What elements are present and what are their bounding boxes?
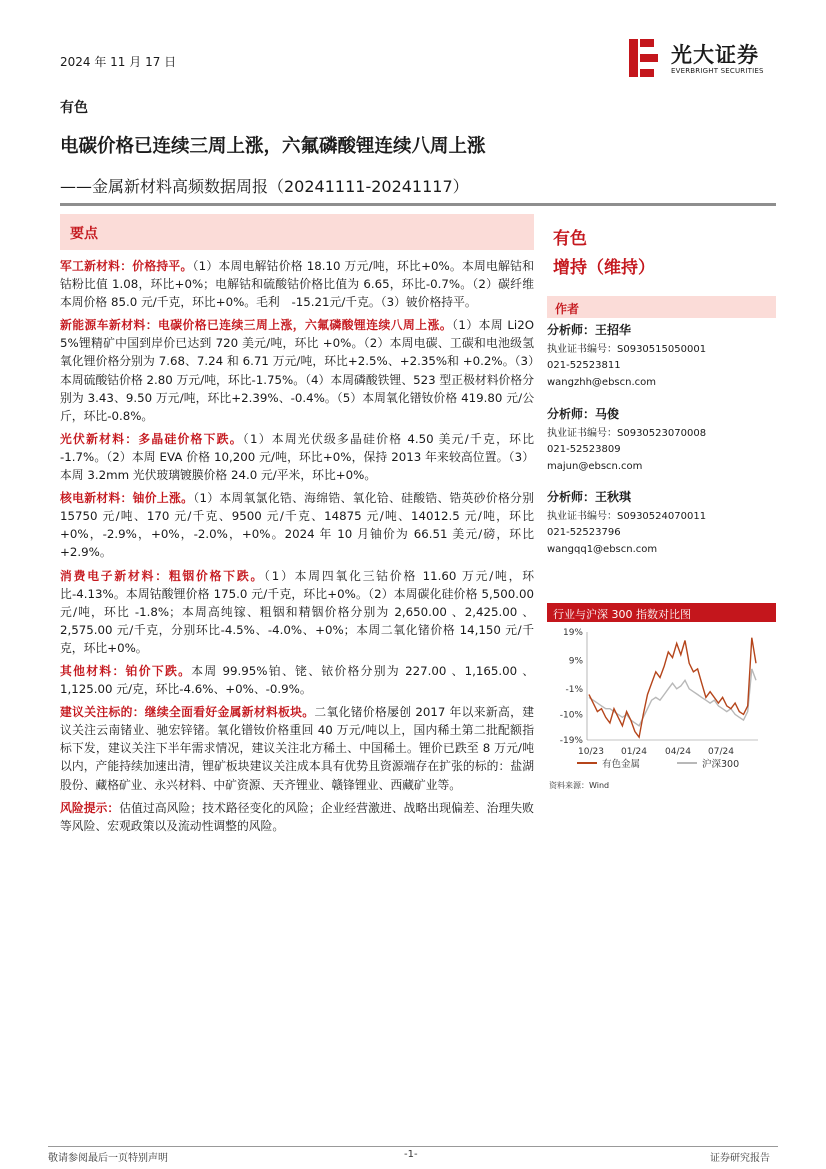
legend-label: 有色金属 xyxy=(602,759,641,770)
paragraph-text: （1）本周光伏级多晶硅价格 4.50 美元/千克，环比 -1.7%。（2）本周 EVA 价格 10,200 元/吨，环比+0%，保持 2013 年来较高位置。（3）本周 3.2mm 光伏玻璃镀膜价格 24.0 元/平米，环比+0%。 xyxy=(60,431,534,483)
logo-english-name: EVERBRIGHT SECURITIES xyxy=(671,67,764,75)
paragraph-text: （1）本周电解钴价格 18.10 万元/吨，环比+0%。本周电解钴和钴粉比值 1.08，环比+0%；电解钴和硫酸钴价格比值为 6.65，环比-0.7%。（2）碳纤维本周价格 85.0 元/千克，环比+0%。毛利 -15.21元/千克。（3）铍价格持平。 xyxy=(60,259,534,310)
paragraph-text: 二氧化锗价格屡创 2017 年以来新高，建议关注云南锗业、驰宏锌锗。氧化镨钕价格重回 40 万元/吨以上，国内稀土第二批配额指标下发，建议关注下半年需求情况，建议关注北方稀土、中国稀土。锂价已跌至 8 万元/吨以内，产能持续加速出清，锂矿板块建议关注成本具有优势且资源端存在扩张的标的：盐湖股份、藏格矿业、永兴材料、中矿资源、天齐锂业、赣锋锂业、西藏矿业等。 xyxy=(60,705,534,792)
y-tick-label: -1% xyxy=(565,684,583,695)
everbright-logo-icon xyxy=(627,37,663,79)
analyst-card xyxy=(547,322,706,391)
paragraph-heading: 建议关注标的：继续全面看好金属新材料板块。 xyxy=(60,705,315,720)
paragraph-heading: 光伏新材料：多晶硅价格下跌。 xyxy=(60,431,243,446)
paragraph-heading: 新能源车新材料：电碳价格已连续三周上涨，六氟磷酸锂连续八周上涨。 xyxy=(60,318,453,333)
paragraph-text: 估值过高风险；技术路径变化的风险；企业经营激进、战略出现偏差、治理失败等风险、宏观政策以及流动性调整的风险。 xyxy=(60,800,534,833)
paragraph-heading: 消费电子新材料：粗铟价格下跌。 xyxy=(60,568,265,583)
paragraph-recommendation xyxy=(60,703,534,793)
paragraph-heading: 军工新材料：价格持平。 xyxy=(60,259,193,273)
page-number: -1- xyxy=(404,1149,418,1160)
analyst-phone: 021-52523811 xyxy=(547,360,621,371)
report-subtitle: ——金属新材料高频数据周报（20241111-20241117） xyxy=(60,177,469,196)
industry-label: 有色 xyxy=(60,100,88,116)
footer-report-type: 证券研究报告 xyxy=(710,1153,770,1164)
key-points-label: 要点 xyxy=(70,226,98,242)
y-tick-label: 9% xyxy=(568,656,583,667)
key-points-header xyxy=(60,214,534,250)
analyst-email[interactable]: wangzhh@ebscn.com xyxy=(547,376,656,388)
chart-title-bar xyxy=(547,603,776,622)
analyst-cert: 执业证书编号：S0930523070008 xyxy=(547,427,707,439)
y-tick-label: 19% xyxy=(562,628,583,638)
paragraph-heading: 其他材料：铂价下跌。 xyxy=(60,663,192,678)
analyst-name: 分析师：王秋琪 xyxy=(547,490,632,504)
paragraph-risk xyxy=(60,799,534,835)
header-divider xyxy=(60,203,776,206)
logo-chinese-name: 光大证券 xyxy=(671,43,759,67)
paragraph-nuclear xyxy=(60,489,534,561)
series-line xyxy=(589,669,756,726)
analyst-email[interactable]: majun@ebscn.com xyxy=(547,460,643,472)
report-title: 电碳价格已连续三周上涨，六氟磷酸锂连续八周上涨 xyxy=(60,136,486,157)
paragraph-text: （1）本周四氧化三钴价格 11.60 万元/吨，环比-4.13%。本周钴酸锂价格 175.0 元/千克，环比+0%。（2）本周碳化硅价格 5,500.00 元/吨，环比 -1.8%；本周高纯镓、粗铟和精铟价格分别为 2,650.00 、2,425.00 、2,575.00 元/千克，分别环比-4.5%、-4.0%、+0%；本周二氧化锗价格 14,150 元/千克，环比+0%。 xyxy=(60,568,534,655)
analyst-cert: 执业证书编号：S0930515050001 xyxy=(547,343,707,355)
paragraph-heading: 核电新材料：铀价上涨。 xyxy=(60,491,194,506)
analyst-cert: 执业证书编号：S0930524070011 xyxy=(547,510,707,522)
x-tick-label: 07/24 xyxy=(708,747,734,757)
report-date: 2024 年 11 月 17 日 xyxy=(60,55,177,69)
chart-title: 行业与沪深 300 指数对比图 xyxy=(553,608,691,621)
x-tick-label: 04/24 xyxy=(665,747,691,757)
y-tick-label: -19% xyxy=(559,736,583,746)
paragraph-text: （1）本周氧氯化锆、海绵锆、氧化铪、硅酸锆、锆英砂价格分别 15750 元/吨、170 元/千克、9500 元/千克、14875 元/吨、14012.5 元/吨，环比+0%，-2.9%，+0%，-2.0%，+0%。2024 年 10 月铀价为 66.51 美元/磅，环比+2.9%。 xyxy=(60,491,534,560)
paragraph-other xyxy=(60,662,534,698)
footer-divider xyxy=(48,1146,778,1147)
paragraph-pv xyxy=(60,430,534,484)
brand-logo xyxy=(627,37,787,81)
authors-header xyxy=(547,296,776,318)
chart-source: 资料来源：Wind xyxy=(549,781,610,790)
paragraph-text: 本周 99.95%铂、铑、铱价格分别为 227.00 、1,165.00 、1,125.00 元/克，环比-4.6%、+0%、-0.9%。 xyxy=(60,663,534,697)
series-line xyxy=(589,638,756,738)
key-points-body xyxy=(60,257,534,840)
y-tick-label: -10% xyxy=(559,710,583,721)
analyst-card xyxy=(547,406,706,475)
paragraph-military xyxy=(60,257,534,311)
analyst-name: 分析师：马俊 xyxy=(547,407,620,421)
rating-industry: 有色 xyxy=(553,229,587,249)
paragraph-consumer-electronics xyxy=(60,567,534,657)
analyst-name: 分析师：王招华 xyxy=(547,323,632,337)
analyst-phone: 021-52523796 xyxy=(547,527,621,538)
paragraph-heading: 风险提示： xyxy=(60,800,120,815)
analyst-email[interactable]: wangqq1@ebscn.com xyxy=(547,543,658,555)
index-comparison-chart xyxy=(547,624,776,776)
x-tick-label: 01/24 xyxy=(621,747,647,757)
footer-disclaimer: 敬请参阅最后一页特别声明 xyxy=(48,1153,168,1164)
authors-label: 作者 xyxy=(555,302,580,316)
paragraph-text: （1）本周 Li2O 5%锂精矿中国到岸价已达到 720 美元/吨，环比 +0%。（2）本周电碳、工碳和电池级氢氧化锂价格分别为 7.68、7.24 和 6.71 万元/吨，环比+2.5%、+2.35%和 +0.2%。（3）本周硫酸钴价格 2.80 万元/吨，环比-1.75%。（4）本周磷酸铁锂、523 型正极材料价格分别为 3.43、9.50 万元/吨，环比+2.39%、-0.4%。（5）本周氧化镨钕价格 419.80 元/公斤，环比-0.8%。 xyxy=(60,318,534,423)
analyst-card xyxy=(547,489,706,558)
analyst-phone: 021-52523809 xyxy=(547,444,621,455)
x-tick-label: 10/23 xyxy=(578,747,604,757)
paragraph-nev xyxy=(60,316,534,425)
legend-label: 沪深300 xyxy=(702,759,740,770)
rating-value: 增持（维持） xyxy=(553,258,655,278)
